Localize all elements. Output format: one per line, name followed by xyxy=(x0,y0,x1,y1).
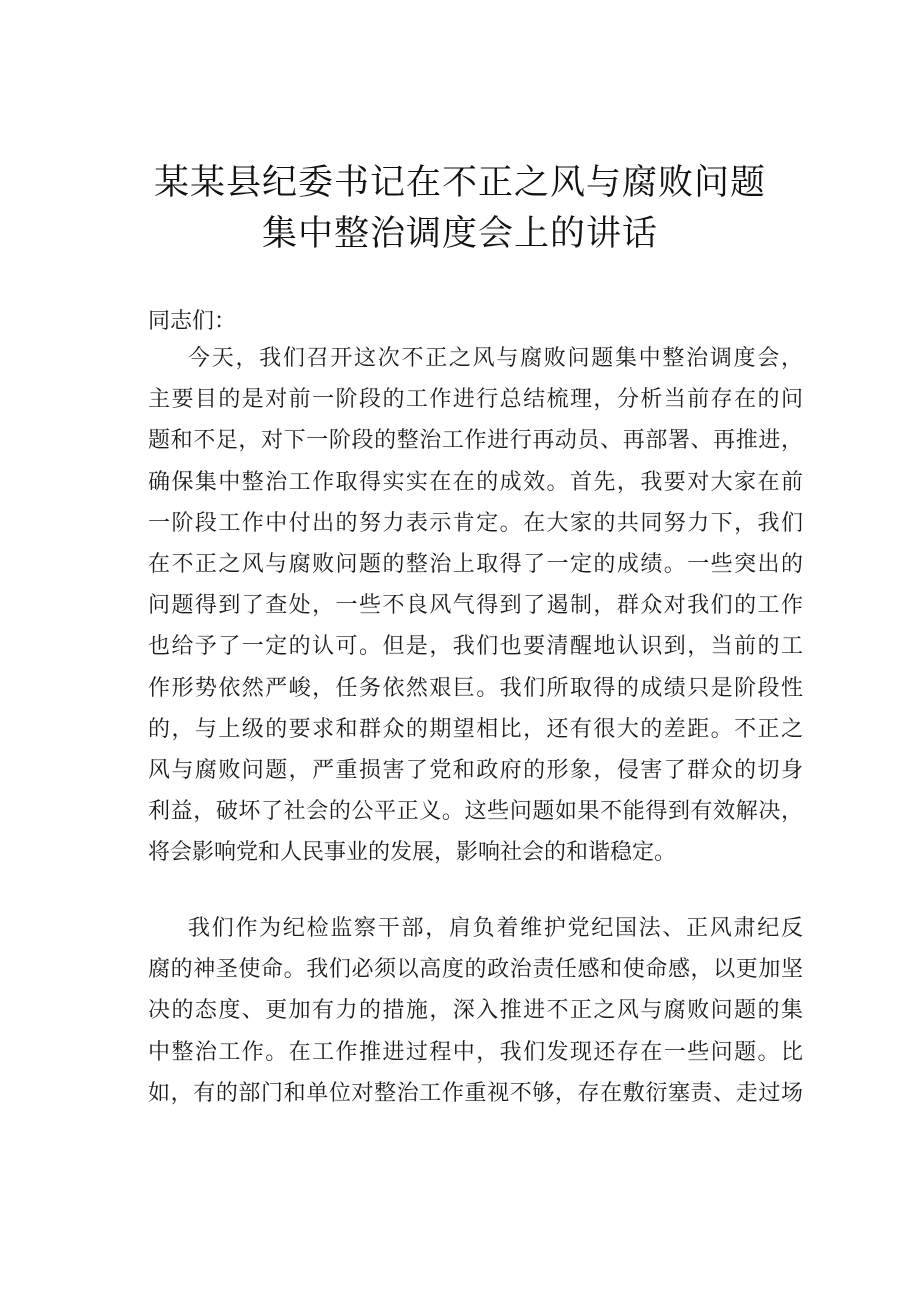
paragraph-line: 我们作为纪检监察干部，肩负着维护党纪国法、正风肃纪反 xyxy=(188,916,803,941)
salutation: 同志们： xyxy=(148,309,237,334)
paragraph-line: 问题得到了查处，一些不良风气得到了遏制，群众对我们的工作 xyxy=(148,593,803,619)
paragraph-line: 将会影响党和人民事业的发展，影响社会的和谐稳定。 xyxy=(148,840,677,866)
paragraph-line: 决的态度、更加有力的措施，深入推进不正之风与腐败问题的集 xyxy=(148,998,803,1024)
paragraph-line: 如，有的部门和单位对整治工作重视不够，存在敷衍塞责、走过场 xyxy=(148,1080,803,1106)
paragraph-line: 中整治工作。在工作推进过程中，我们发现还存在一些问题。比 xyxy=(148,1039,803,1065)
paragraph-line: 的，与上级的要求和群众的期望相比，还有很大的差距。不正之 xyxy=(148,716,803,742)
paragraph-line: 今天，我们召开这次不正之风与腐败问题集中整治调度会， xyxy=(188,346,803,371)
paragraph-line: 主要目的是对前一阶段的工作进行总结梳理，分析当前存在的问 xyxy=(148,387,803,413)
paragraph-line: 确保集中整治工作取得实实在在的成效。首先，我要对大家在前 xyxy=(148,469,803,495)
paragraph-line: 风与腐败问题，严重损害了党和政府的形象，侵害了群众的切身 xyxy=(148,757,803,783)
document-title-line-2: 集中整治调度会上的讲话 xyxy=(261,214,658,254)
paragraph-1 xyxy=(148,338,803,873)
paragraph-line: 作形势依然严峻，任务依然艰巨。我们所取得的成绩只是阶段性 xyxy=(148,675,803,701)
paragraph-line: 在不正之风与腐败问题的整治上取得了一定的成绩。一些突出的 xyxy=(148,551,803,577)
paragraph-line: 腐的神圣使命。我们必须以高度的政治责任感和使命感，以更加坚 xyxy=(148,957,803,983)
paragraph-line: 题和不足，对下一阶段的整治工作进行再动员、再部署、再推进， xyxy=(148,428,803,454)
paragraph-line: 也给予了一定的认可。但是，我们也要清醒地认识到，当前的工 xyxy=(148,634,803,660)
paragraph-2 xyxy=(148,908,803,1114)
document-title-line-1: 某某县纪委书记在不正之风与腐败问题 xyxy=(153,163,766,203)
paragraph-line: 利益，破坏了社会的公平正义。这些问题如果不能得到有效解决， xyxy=(148,799,803,825)
paragraph-line: 一阶段工作中付出的努力表示肯定。在大家的共同努力下，我们 xyxy=(148,510,803,536)
